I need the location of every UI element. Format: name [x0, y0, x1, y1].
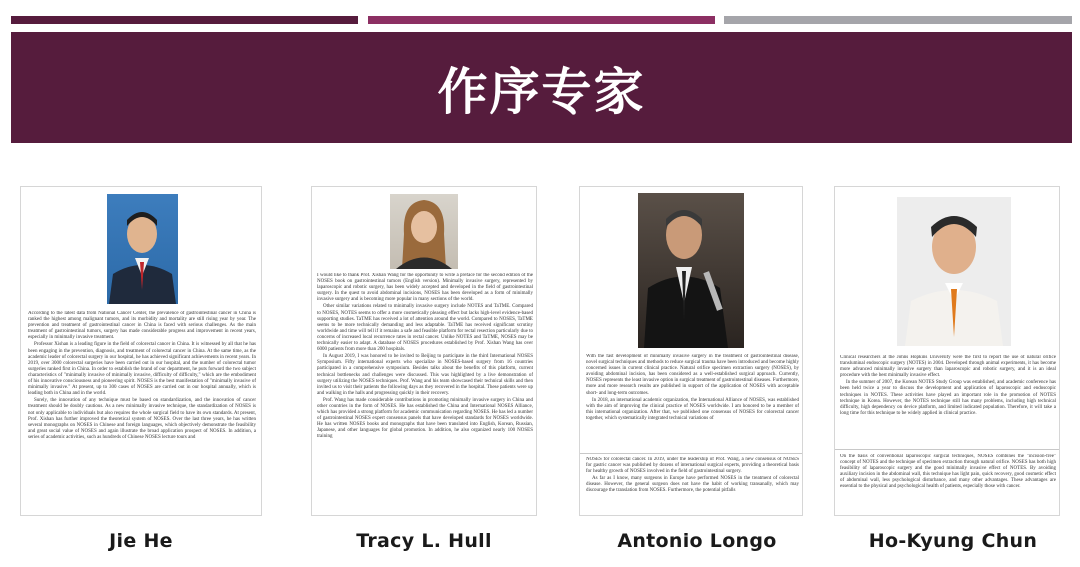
- portrait-ho-kyung-chun-icon: [897, 197, 1011, 346]
- accent-bar-left: [11, 16, 358, 24]
- paragraph: In August 2019, I was honored to be invited to Beijing to participate in the third International NOSES Symposium. Fifty international experts who specialize in NOSES-based surgery from 16 countries participated in a comprehensive symposium. Besides talks about the benefits of this platform, current technical bottlenecks and challenges were discussed. This was highlighted by a live demonstration of surgery utilizing the NOSES techniques. Prof. Wang and his team showcased their technical skills and then invited us to visit their patients the following days as they recovered in the hospital. These patients were up and walking in the halls and progressing quickly in their recovery.: [317, 354, 533, 396]
- paragraph: According to the latest data from National Cancer Center, the prevalence of gastrointestinal cancer in China is ranked the highest among malignant tumors, and its morbidity and mortality are still rising year by year. The prevention and treatment of gastrointestinal cancer in China is faced with serious challenges. As the main treatment of gastrointestinal tumors, surgery has made considerable progress and improvement in recent years, especially in minimally invasive treatment.: [28, 311, 256, 341]
- accent-bar-middle: [368, 16, 715, 24]
- paragraph: Clinical researchers at the Johns Hopkins University were the first to report the use of natural orifice transluminal endoscopic surgery (NOTES) in 2004. Developed through animal experiments, it has become more advanced minimally invasive surgery than laparoscopic and robotic surgery, and it is an ideal procedure with the best minimally invasive effect.: [840, 355, 1056, 379]
- portrait-photo: [390, 194, 458, 269]
- preface-text: [28, 311, 256, 511]
- preface-card-ho-kyung-chun: [834, 186, 1060, 516]
- preface-card-antonio-longo: [579, 186, 803, 516]
- portrait-antonio-longo-icon: [638, 193, 744, 348]
- paragraph: Prof. Wang has made considerable contributions in promoting minimally invasive surgery in China and other countries in the form of NOSES. He has established the China and International NOSES Alliance, which has provided a strong platform for academic communication regarding NOSES. He has led a number of gastrointestinal NOSES expert consensus panels that have developed standards for NOSES worldwide. He has written NOSES books and monographs that have been translated into English, Korean, Russian, Japanese, and other languages for global promotion. In addition, he also organized nearly 100 NOSES training: [317, 397, 533, 440]
- author-name-jie-he: Jie He: [109, 530, 173, 552]
- accent-bar-right: [724, 16, 1072, 24]
- author-name-tracy-hull: Tracy L. Hull: [356, 530, 492, 552]
- preface-text-continued: [840, 454, 1056, 512]
- portrait-photo: [638, 193, 744, 348]
- preface-text: [586, 354, 799, 448]
- paragraph: In 2018, an international academic organization, the International Alliance of NOSES, was established with the aim of improving the clinical practice of NOSES worldwide. I am honored to be a member of this international organization. After that, we published one consensus of NOSES for colorectal cancer together, which systematically integrated technical variations of: [586, 397, 799, 421]
- paragraph: NOSES for colorectal cancer. In 2019, under the leadership of Prof. Wang, a new consensus of NOSES for gastric cancer was published by dozens of international surgical experts, providing a theoretical basis for healthy growth of NOSES involved in the field of gastrointestinal surgery.: [586, 457, 799, 475]
- preface-text: [317, 273, 533, 511]
- paragraph: Surely, the innovation of any technique must be based on standardization, and the innovation of cancer treatment should be doubly cautious. As a new minimally invasive technique, the standardization of NOSES is not only applicable to individuals but also requires the whole surgical field to have its own standards. At present, Prof. Xishan has further improved the theoretical system of NOSES. Over the last three years, he has written several monographs on NOSES in Chinese and foreign languages, which objectively demonstrate the feasibility and great social value of NOSES and again illustrate the broad application prospect of NOSES. In addition, a series of academic activities, such as hundreds of Chinese NOSES lecture tours and: [28, 398, 256, 440]
- preface-text-continued: [586, 457, 799, 513]
- paragraph: With the fast development of minimally invasive surgery in the treatment of gastrointestinal disease, novel surgical techniques and methods to reduce surgical trauma have been introduced and become highly concerned issues in current clinical practice. Natural orifice specimen extraction surgery (NOSES), by avoiding abdominal incision, has been considered as a well-established surgical approach. Currently, NOSES represents the least invasive option in surgical treatment of gastrointestinal diseases. Furthermore, more and more research results are published in support of the application of NOSES with acceptable short- and long-term outcomes.: [586, 354, 799, 396]
- page-divider: [835, 449, 1059, 450]
- paragraph: I would like to thank Prof. Xishan Wang for the opportunity to write a preface for the second edition of the NOSES book on gastrointestinal tumors (English version). Minimally invasive surgery, represented by laparoscopic and robotic surgery, has been widely accepted and developed in the field of gastrointestinal surgery. In the quest to avoid abdominal incisions, NOSES has been developed as a form of minimally invasive surgery and is becoming more popular in many sections of the world.: [317, 273, 533, 303]
- portrait-jie-he-icon: [107, 194, 178, 304]
- author-name-antonio-longo: Antonio Longo: [617, 530, 777, 552]
- paragraph: Other similar variations related to minimally invasive surgery include NOTES and TaTME. Compared to NOSES, NOTES seems to offer a more cosmetically pleasing effect but lacks high-level evidence-based supporting studies. TaTME has received a lot of attention around the world. Compared to NOSES, TaTME seems to be more technically demanding and less adaptable. TaTME has received significant scrutiny worldwide and time will tell if it remains a safe and feasible platform for rectal resection particularly due to concerns of increased local recurrence rates in rectal cancer. Unlike NOTES and TaTME, NOSES may be technically easier to adapt. A database of NOSES procedures established by Prof. Xishan Wang has over 6000 patients from more than 200 hospitals.: [317, 304, 533, 353]
- title-banner: [11, 32, 1072, 143]
- paragraph: In the summer of 2007, the Korean NOTES Study Group was established, and academic conference has been held twice a year to discuss the development and application of laparoscopic and endoscopic techniques in NOTES. These activities have played an important role in the promotion of NOTES technique in Korea. However, the NOTES technique still has many problems, including high technical difficulty, high dependency on device platform, and limited indicated population. Therefore, it will take a long time for this technique to be widely applied in clinical practice.: [840, 380, 1056, 416]
- preface-card-jie-he: [20, 186, 262, 516]
- portrait-photo: [897, 197, 1011, 346]
- paragraph: Professor Xishan is a leading figure in the field of colorectal cancer in China. It is witnessed by all that he has been engaging in the prevention, diagnosis, and treatment of colorectal cancer in China. At the same time, as the academic leader of colorectal surgery in our hospital, he has achieved significant achievements in recent years. In 2019, over 3000 colorectal surgeries have been carried out in our hospital, and the number of colorectal tumor surgeries ranked first in China. In order to establish the brand of our department, he puts forward the two subject characteristics of "minimally invasive of minimally invasive, difficulty of difficulty," which are the embodiment of his innovative consciousness and pioneering spirit. NOSES is the best manifestation of "minimally invasive of minimally invasive." At present, up to 300 cases of NOSES are carried out in our hospital annually, which is leading both in China and in the world.: [28, 342, 256, 397]
- portrait-tracy-hull-icon: [390, 194, 458, 269]
- author-name-ho-kyung-chun: Ho-Kyung Chun: [868, 530, 1038, 552]
- preface-card-tracy-hull: [311, 186, 537, 516]
- preface-text: [840, 355, 1056, 451]
- page-title: 作序专家: [437, 62, 646, 121]
- page-divider: [580, 453, 802, 454]
- portrait-photo: [107, 194, 178, 304]
- paragraph: On the basis of conventional laparoscopic surgical techniques, NOSES combines the "incision-free" concept of NOTES and the technique of specimen extraction through natural orifice. NOSES has both high feasibility of laparoscopic surgery and the good minimally invasive effect of NOTES. By avoiding auxiliary incision in the abdominal wall, this technique has light pain, quick recovery, good cosmetic effect of abdominal wall, less psychological disturbance, and many other advantages. These advantages are essential to the physical and psychological health of patients, especially those with cancer.: [840, 454, 1056, 490]
- paragraph: As far as I know, many surgeons in Europe have performed NOSES in the treatment of colorectal disease. However, the general surgeon does not have the habit of working transanally, which may discourage the translation from NOSES. Furthermore, the potential pitfalls: [586, 476, 799, 494]
